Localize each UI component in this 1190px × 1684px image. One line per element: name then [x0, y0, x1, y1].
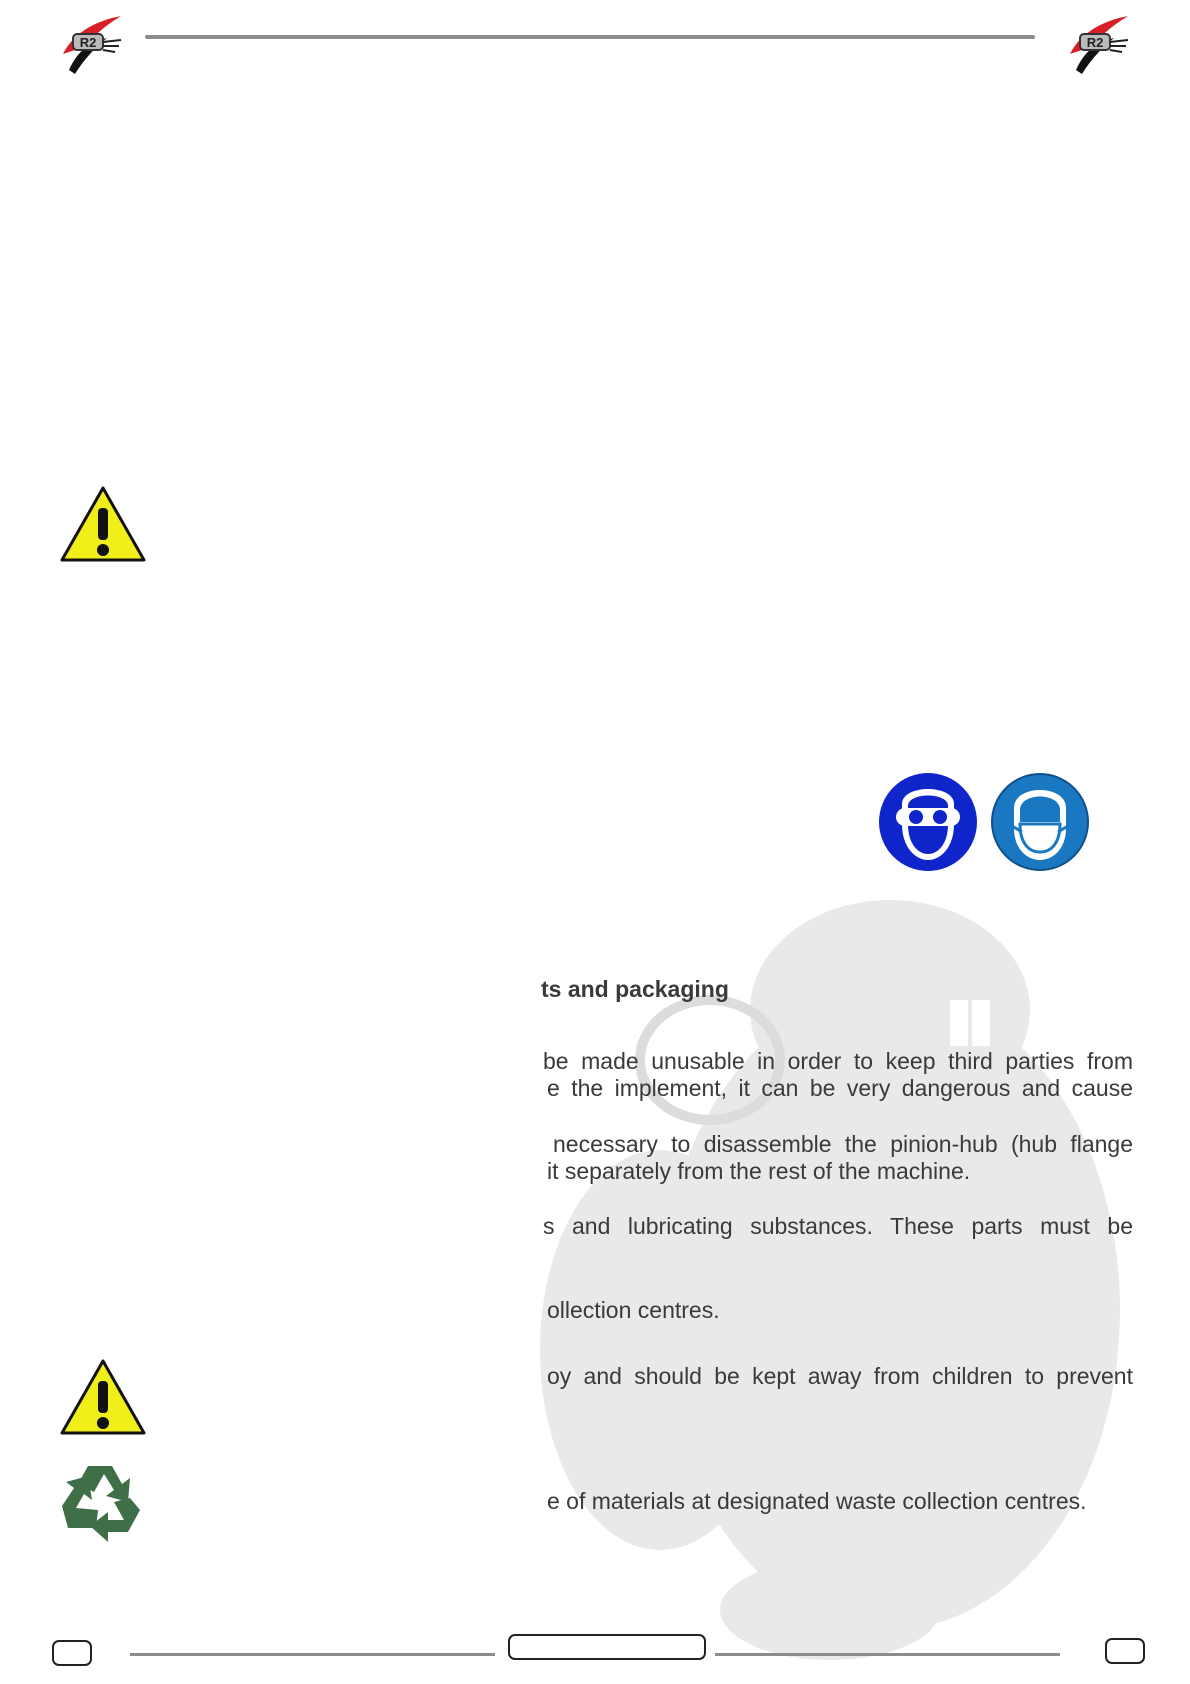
header-rule	[145, 35, 1035, 39]
footer-rule-left	[130, 1653, 495, 1656]
svg-text:R2: R2	[1086, 35, 1104, 50]
body-line: e the implement, it can be very dangerous and cause	[547, 1075, 1133, 1101]
r2-logo-left-icon	[55, 12, 125, 78]
recycle-icon	[58, 1458, 150, 1548]
svg-text:R2: R2	[79, 35, 97, 50]
warning-triangle-icon	[58, 484, 148, 564]
body-line: it separately from the rest of the machine.	[547, 1158, 971, 1184]
beaver-watermark-icon	[530, 890, 1150, 1670]
warning-triangle-icon	[58, 1357, 148, 1437]
page-number-right	[1105, 1638, 1145, 1664]
body-line: s and lubricating substances. These parts must be	[543, 1213, 1133, 1239]
footer-rule-right	[715, 1653, 1060, 1656]
body-line: e of materials at designated waste collection centres.	[547, 1488, 1087, 1514]
dust-mask-mandatory-icon	[990, 772, 1090, 872]
header	[0, 0, 1190, 90]
body-line: be made unusable in order to keep third parties from	[543, 1048, 1133, 1074]
r2-logo-right-icon	[1062, 12, 1132, 78]
safety-goggles-mandatory-icon	[878, 772, 978, 872]
body-line: oy and should be kept away from children to prevent	[547, 1363, 1133, 1389]
page-number-left	[52, 1640, 92, 1666]
section-heading: ts and packaging	[541, 976, 729, 1002]
body-line: ollection centres.	[547, 1297, 720, 1323]
body-line: necessary to disassemble the pinion-hub (hub flange	[553, 1131, 1133, 1157]
page-title-box	[508, 1634, 706, 1660]
